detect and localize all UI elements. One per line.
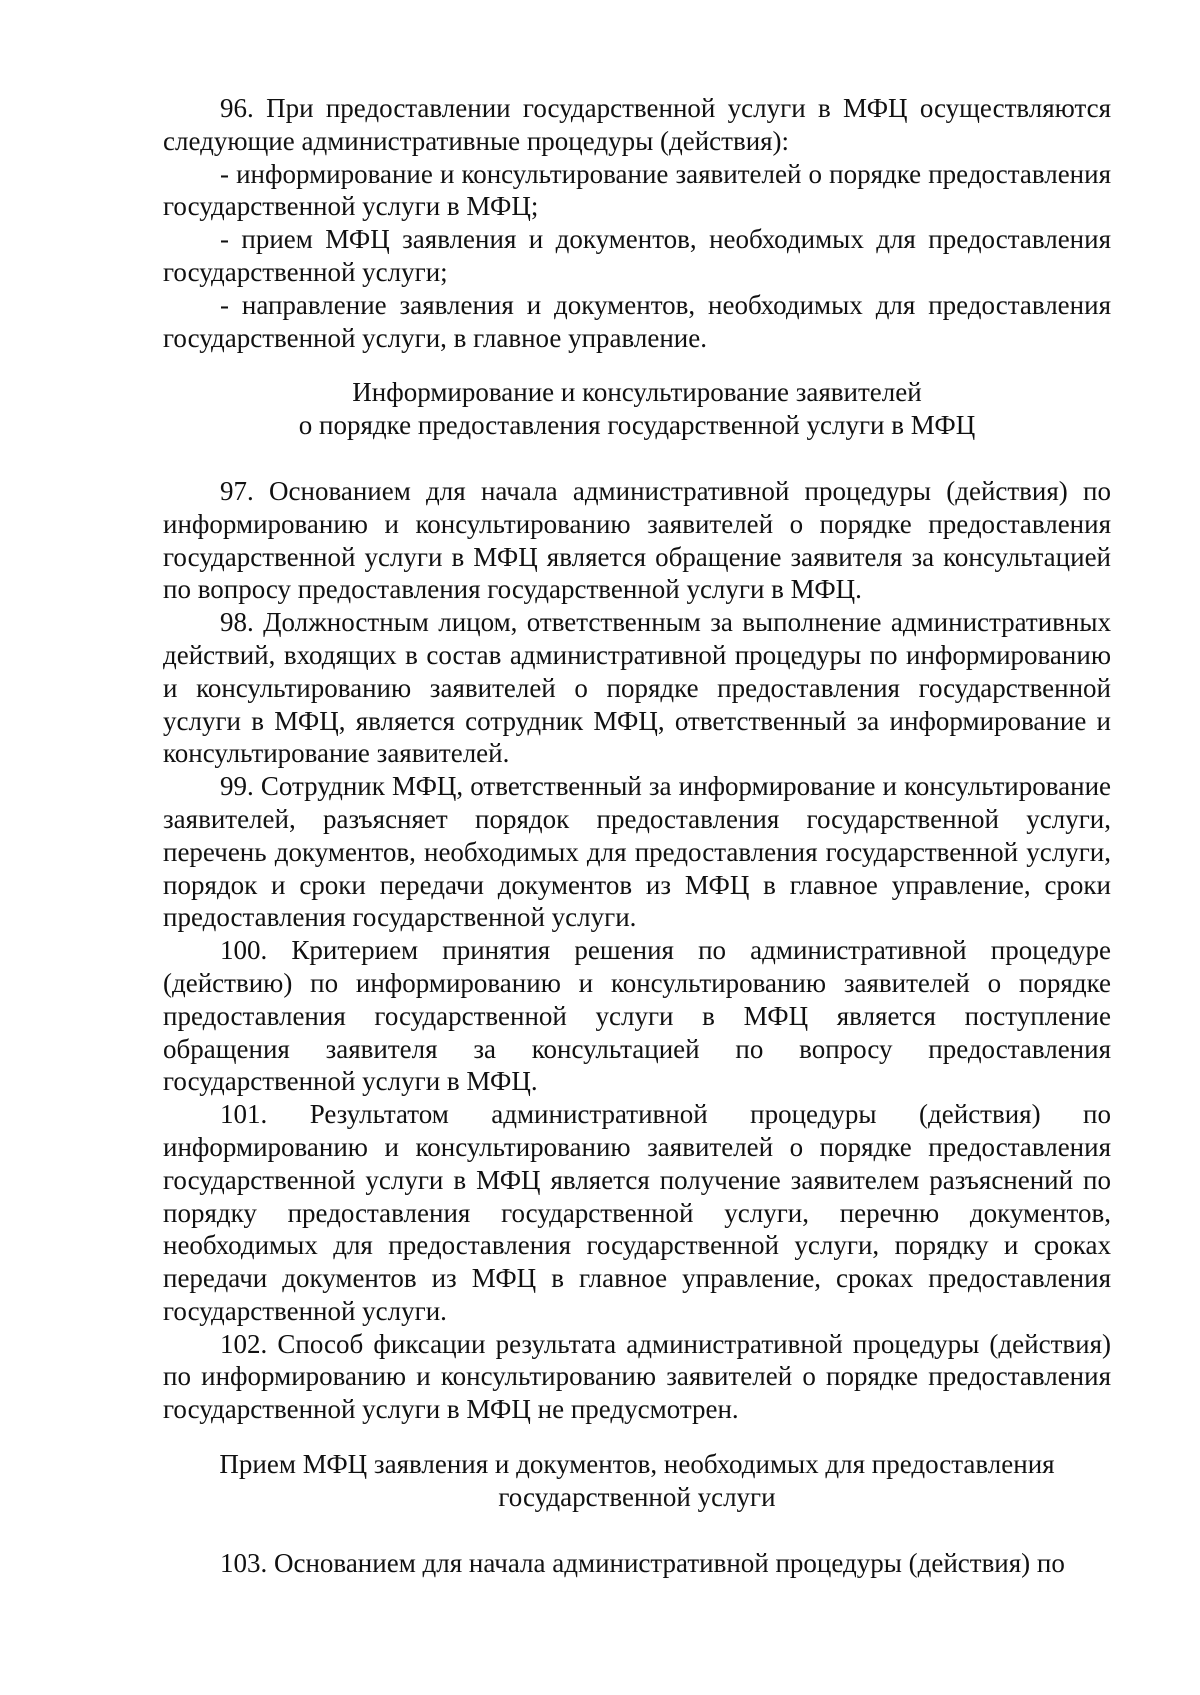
heading-line: о порядке предоставления государственной услуги в МФЦ: [298, 410, 976, 441]
paragraph-100: 100. Критерием принятия решения по административной процедуре (действию) по информированию и консультированию заявителей о порядке предоставления государственной услуги в МФЦ является поступление обращения заявителя за консультацией по вопросу предоставления государственной услуги в МФЦ.: [163, 935, 1111, 1097]
paragraph-98: 98. Должностным лицом, ответственным за выполнение административных действий, входящих в состав административной процедуры по информированию и консультированию заявителей о порядке предоставления государственной услуги в МФЦ, является сотрудник МФЦ, ответственный за информирование и консультирование заявителей.: [163, 607, 1111, 769]
paragraph-103: 103. Основанием для начала административной процедуры (действия) по: [220, 1547, 1065, 1578]
spacer: [163, 442, 1111, 475]
spacer: [163, 1426, 1111, 1448]
list-item-informing: - информирование и консультирование заявителей о порядке предоставления государственной услуги в МФЦ;: [163, 158, 1111, 222]
paragraph-96: 96. При предоставлении государственной услуги в МФЦ осуществляются следующие административные процедуры (действия):: [163, 93, 1111, 156]
paragraph-101: 101. Результатом административной процедуры (действия) по информированию и консультированию заявителей о порядке предоставления государственной услуги в МФЦ является получение заявителем разъяснений по порядку предоставления государственной услуги, перечню документов, необходимых для предоставления государственной услуги, порядку и сроках передачи документов из МФЦ в главное управление, сроках предоставления государственной услуги.: [163, 1099, 1111, 1326]
heading-line: Информирование и консультирование заявителей: [352, 377, 922, 408]
heading-line: Прием МФЦ заявления и документов, необходимых для предоставления: [219, 1449, 1055, 1480]
section-heading-informing: [163, 376, 1111, 442]
spacer: [163, 1514, 1111, 1547]
list-item-reception: - прием МФЦ заявления и документов, необходимых для предоставления государственной услуги;: [163, 224, 1111, 287]
paragraph-99: 99. Сотрудник МФЦ, ответственный за информирование и консультирование заявителей, разъясняет порядок предоставления государственной услуги, перечень документов, необходимых для предоставления государственной услуги, порядок и сроки передачи документов из МФЦ в главное управление, сроки предоставления государственной услуги.: [163, 771, 1111, 933]
section-heading-reception: [163, 1448, 1111, 1514]
document-body: [163, 92, 1111, 1579]
heading-line: государственной услуги: [498, 1481, 776, 1512]
paragraph-97: 97. Основанием для начала административной процедуры (действия) по информированию и консультированию заявителей о порядке предоставления государственной услуги в МФЦ является обращение заявителя за консультацией по вопросу предоставления государственной услуги в МФЦ.: [163, 475, 1111, 605]
paragraph-102: 102. Способ фиксации результата административной процедуры (действия) по информированию и консультированию заявителей о порядке предоставления государственной услуги в МФЦ не предусмотрен.: [163, 1328, 1111, 1425]
list-item-forwarding: - направление заявления и документов, необходимых для предоставления государственной услуги, в главное управление.: [163, 289, 1111, 353]
spacer: [163, 354, 1111, 376]
